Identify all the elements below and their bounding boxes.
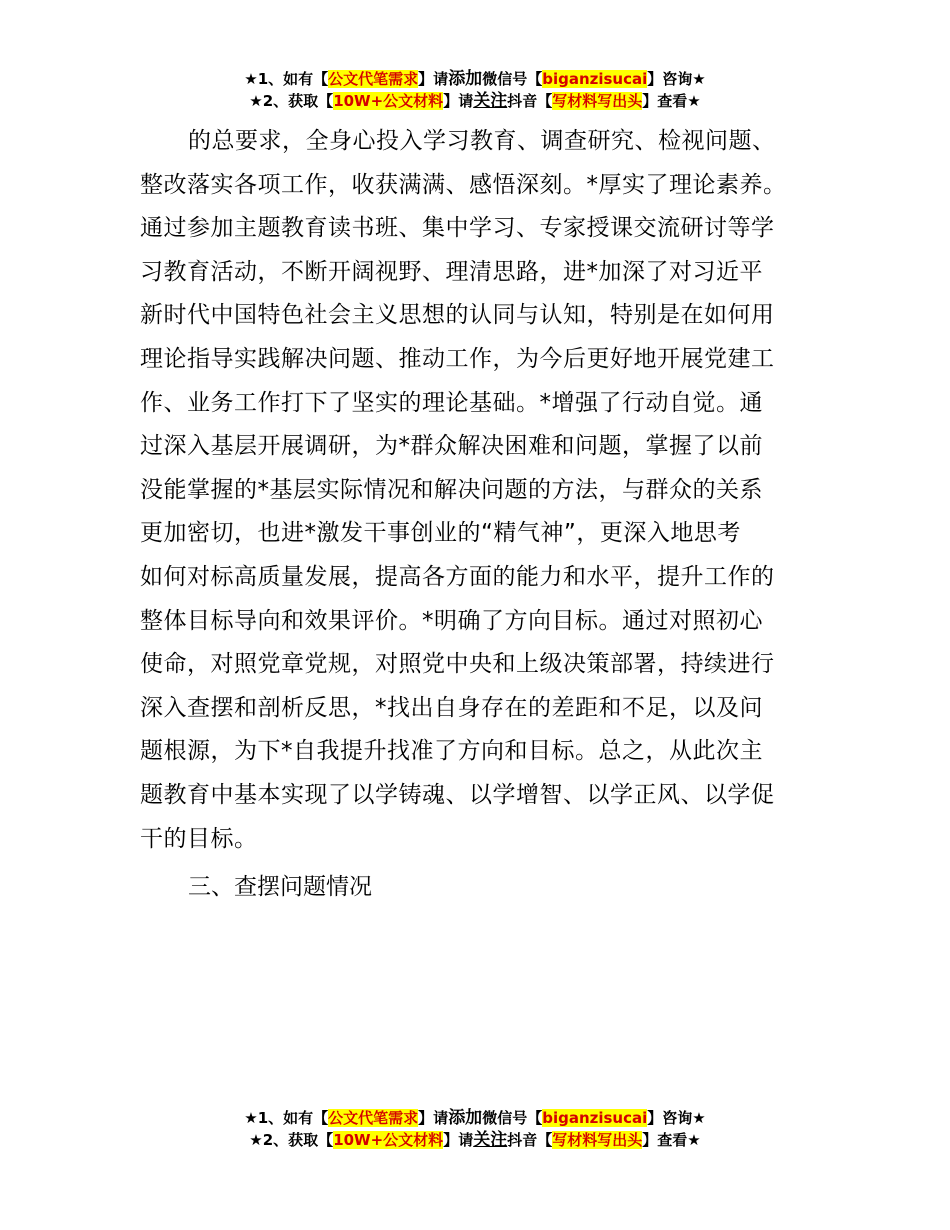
text-line: 理论指导实践解决问题、推动工作，为今后更好地开展党建工 bbox=[140, 345, 775, 372]
document-body bbox=[140, 120, 820, 861]
header-banner bbox=[0, 68, 950, 112]
highlight-wechat-id: biganzisucai bbox=[542, 70, 648, 88]
text-line: 习教育活动，不断开阔视野、理清思路，进*加深了对习近平 bbox=[140, 258, 763, 285]
section-heading: 三、查摆问题情况 bbox=[188, 874, 372, 900]
text-line: 使命，对照党章党规，对照党中央和上级决策部署，持续进行 bbox=[140, 651, 775, 678]
text-line: 的总要求，全身心投入学习教育、调查研究、检视问题、 bbox=[188, 128, 776, 154]
highlight-materials: 10W+公文材料 bbox=[333, 92, 444, 110]
text-line: 通过参加主题教育读书班、集中学习、专家授课交流研讨等学 bbox=[140, 215, 775, 242]
banner-line-1: ★1、如有【公文代笔需求】请添加微信号【biganzisucai】咨询★ bbox=[244, 1108, 706, 1128]
text-line: 新时代中国特色社会主义思想的认同与认知，特别是在如何用 bbox=[140, 302, 775, 329]
highlight-douyin: 写材料写出头 bbox=[552, 1131, 643, 1149]
highlight-service: 公文代笔需求 bbox=[328, 70, 419, 88]
text-line: 没能掌握的*基层实际情况和解决问题的方法，与群众的关系 bbox=[140, 476, 763, 503]
text-line: 题根源，为下*自我提升找准了方向和目标。总之，从此次主 bbox=[140, 738, 763, 765]
highlight-douyin: 写材料写出头 bbox=[552, 92, 643, 110]
text-line: 如何对标高质量发展，提高各方面的能力和水平，提升工作的 bbox=[140, 563, 775, 590]
highlight-service: 公文代笔需求 bbox=[328, 1109, 419, 1127]
text-line: 干的目标。 bbox=[140, 825, 258, 852]
body-paragraph bbox=[140, 120, 820, 861]
text-line: 过深入基层开展调研，为*群众解决困难和问题，掌握了以前 bbox=[140, 433, 763, 460]
text-line: 整改落实各项工作，收获满满、感悟深刻。*厚实了理论素养。 bbox=[140, 171, 787, 198]
text-line: 深入查摆和剖析反思，*找出自身存在的差距和不足，以及问 bbox=[140, 694, 763, 721]
banner-line-2: ★2、获取【10W+公文材料】请关注抖音【写材料写出头】查看★ bbox=[249, 91, 701, 111]
banner-line-1: ★1、如有【公文代笔需求】请添加微信号【biganzisucai】咨询★ bbox=[244, 69, 706, 89]
banner-line-2: ★2、获取【10W+公文材料】请关注抖音【写材料写出头】查看★ bbox=[249, 1130, 701, 1150]
highlight-wechat-id: biganzisucai bbox=[542, 1109, 648, 1127]
text-line: 整体目标导向和效果评价。*明确了方向目标。通过对照初心 bbox=[140, 607, 763, 634]
highlight-materials: 10W+公文材料 bbox=[333, 1131, 444, 1149]
text-line: 作、业务工作打下了坚实的理论基础。*增强了行动自觉。通 bbox=[140, 389, 763, 416]
footer-banner bbox=[0, 1107, 950, 1151]
text-line: 题教育中基本实现了以学铸魂、以学增智、以学正风、以学促 bbox=[140, 781, 775, 808]
text-line: 更加密切，也进*激发干事创业的“精气神”，更深入地思考 bbox=[140, 520, 741, 547]
